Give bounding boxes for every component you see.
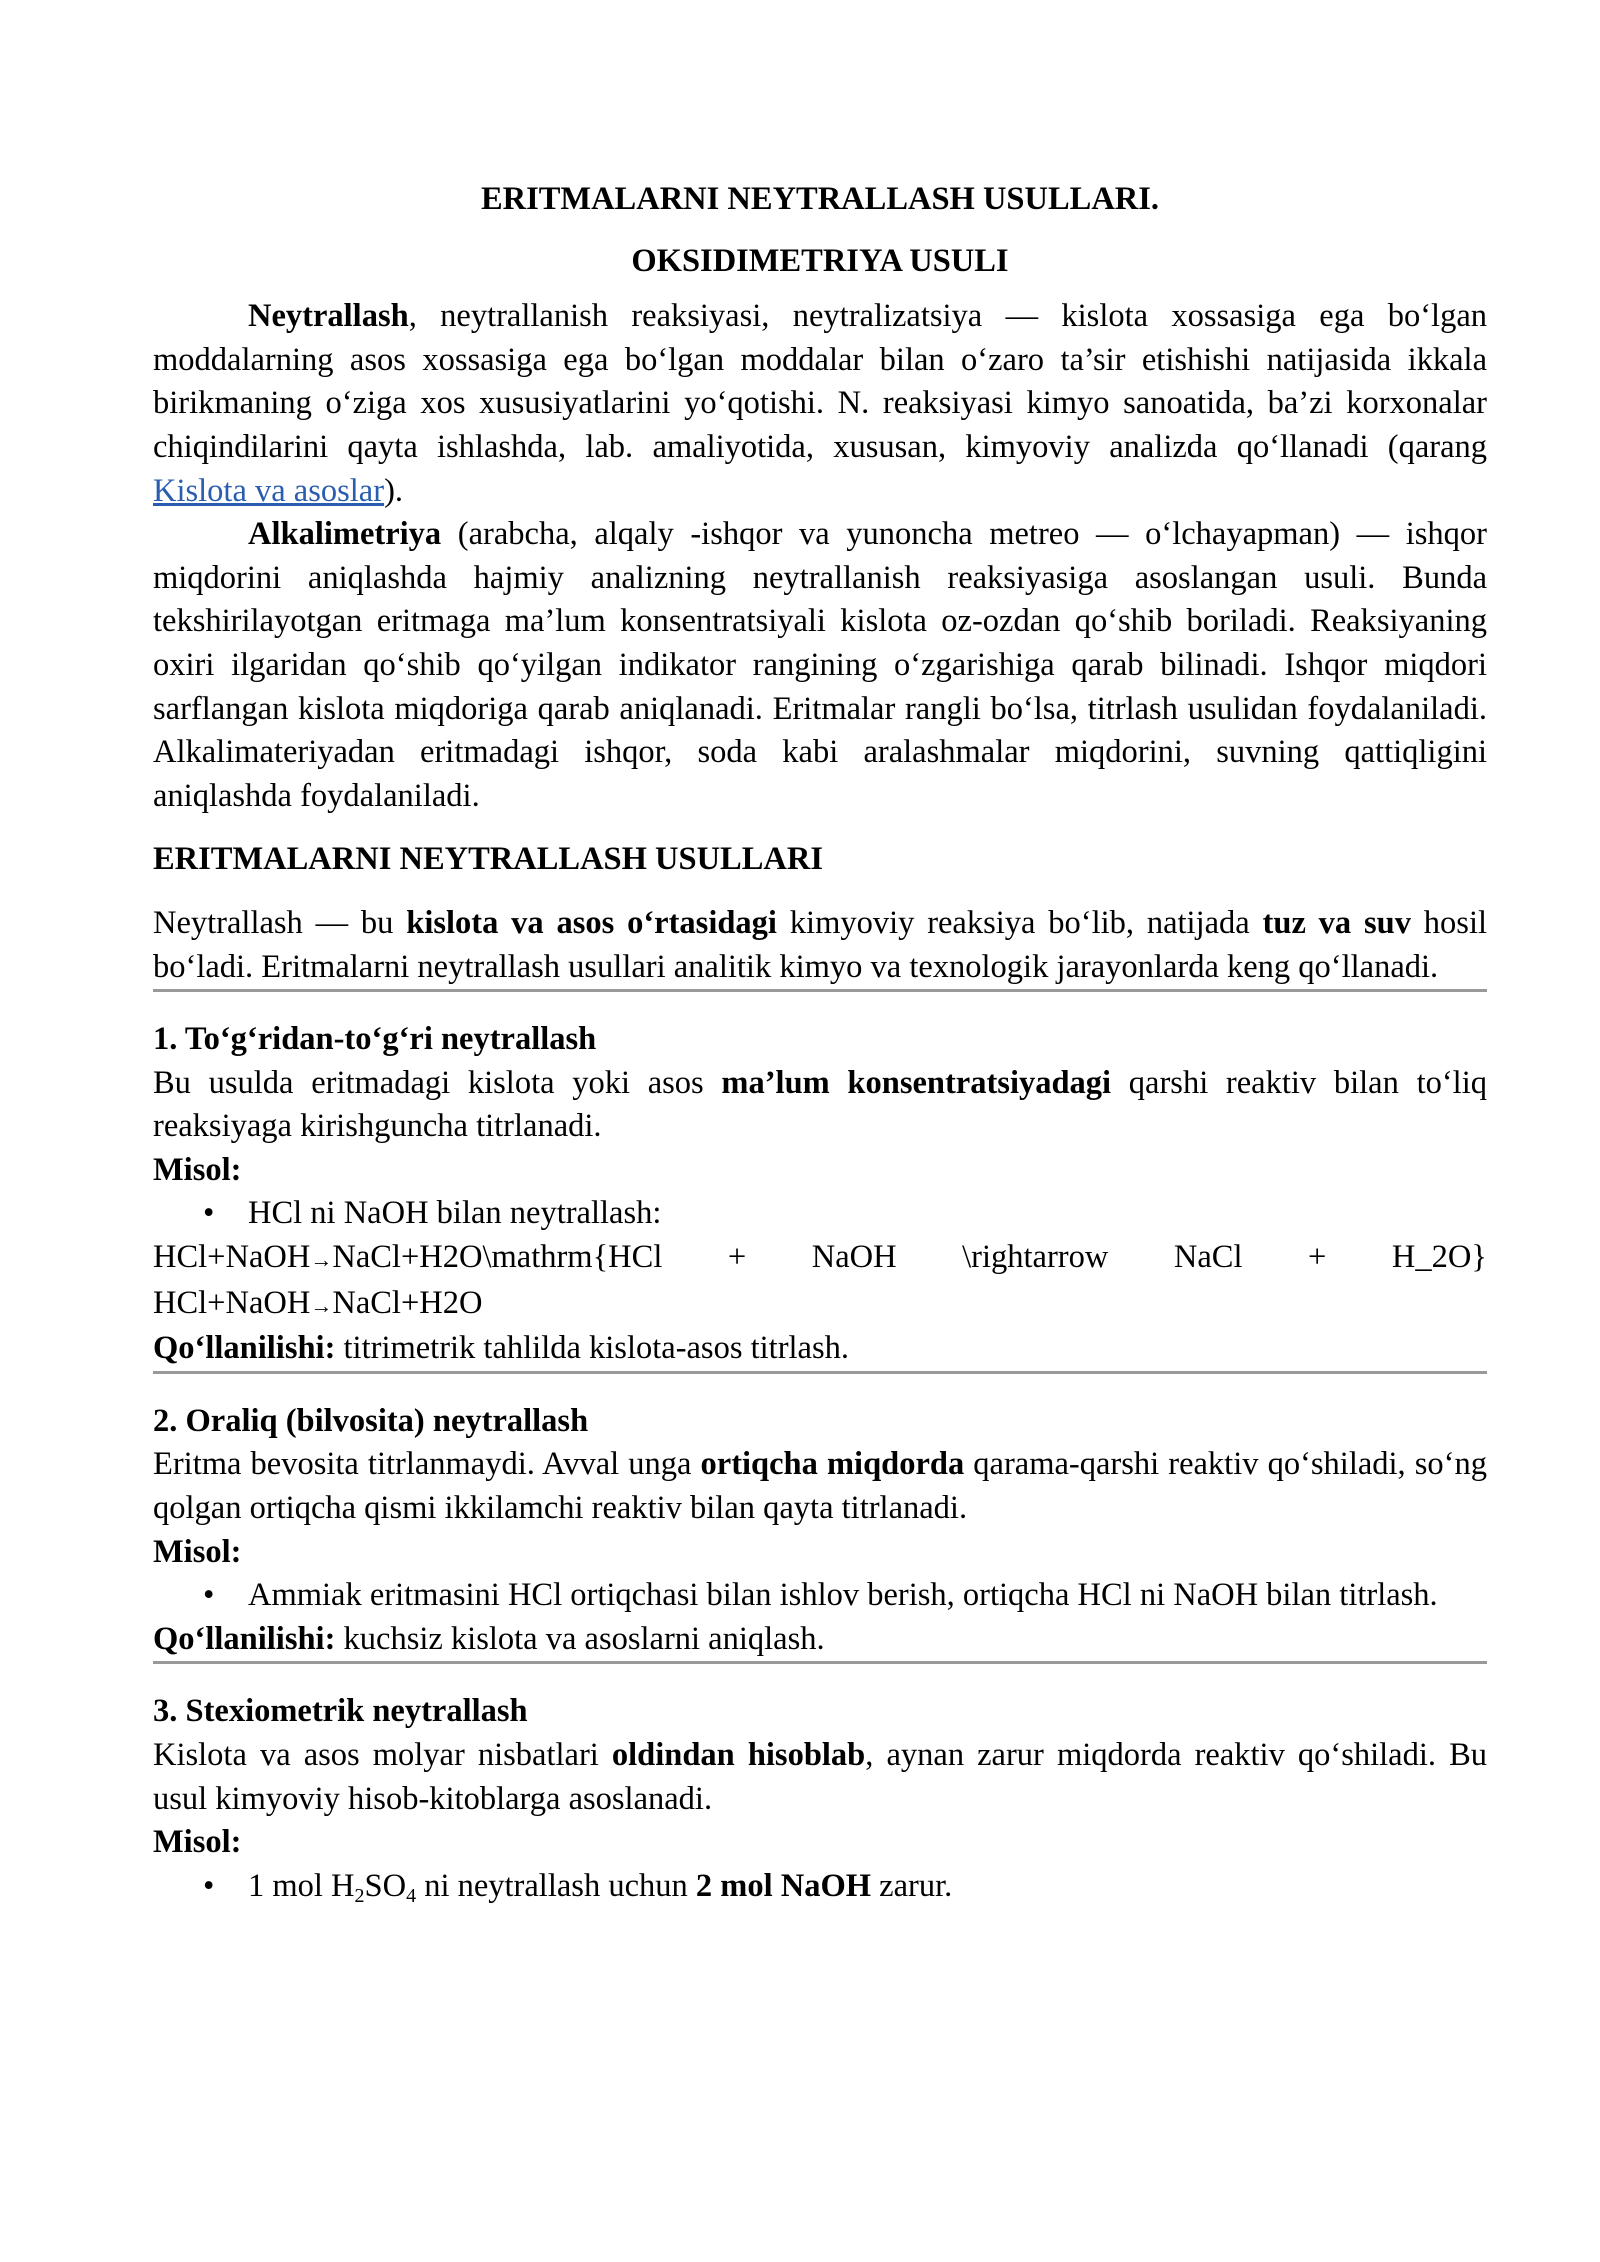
usage-label: Qo‘llanilishi: (153, 1330, 336, 1367)
section1-text: Bu usulda eritmadagi kislota yoki asos (153, 1064, 722, 1101)
section2-example-label: Misol: (153, 1533, 242, 1570)
list-item: • Ammiak eritmasini HCl ortiqchasi bilan ishlov berish, ortiqcha HCl ni NaOH bilan titrlash. (153, 1574, 1512, 1618)
intro-text: hosil bo‘ladi. Eritmalarni neytrallash usullari analitik kimyo va texnologik jarayonlarda keng qo‘llanadi. (153, 904, 1488, 985)
section2-usage (153, 1618, 1487, 1662)
formula-part: H_2O} (1391, 1239, 1487, 1276)
divider (153, 989, 1487, 992)
intro-bold: kislota va asos o‘rtasidagi (406, 904, 777, 941)
formula-left: HCl+NaOH (153, 1239, 311, 1276)
formula-left: HCl+NaOH (153, 1284, 311, 1321)
section3-text: Kislota va asos molyar nisbatlari (153, 1737, 612, 1773)
section1-text: qarshi reaktiv bilan to‘liq reaksiyaga kirishguncha titrlanadi. (153, 1064, 1487, 1145)
paragraph-neytrallash (153, 295, 1487, 513)
section1-example-list (153, 1192, 1487, 1236)
section-heading: ERITMALARNI NEYTRALLASH USULLARI (153, 841, 823, 878)
paragraph-text: , neytrallanish reaksiyasi, neytralizatsiya — kislota xossasiga ega bo‘lgan moddalarning asos xossasiga ega bo‘lgan moddalar bilan o‘zaro ta’sir etishishi natijasida ikkala birikmaning o‘ziga xos xususiyatlarini yo‘qotishi. N. reaksiyasi kimyo sanoatida, ba’zi korxonalar chiqindilarini qayta ishlashda, lab. amaliyotida, xususan, kimyoviy analizda qo‘llanadi (qarang (153, 298, 1487, 465)
usage-label: Qo‘llanilishi: (153, 1620, 336, 1657)
bullet-text: ni neytrallash uchun (416, 1867, 696, 1904)
section1-usage (153, 1327, 1487, 1371)
formula-part: NaOH (811, 1239, 897, 1276)
formula-part: + (727, 1239, 747, 1276)
usage-text: titrimetrik tahlilda kislota-asos titrlash. (335, 1330, 849, 1367)
section3-description (153, 1734, 1487, 1821)
formula-equation (153, 1236, 662, 1282)
subscript: 4 (406, 1884, 417, 1907)
divider (153, 1661, 1487, 1664)
section3-heading: 3. Stexiometrik neytrallash (153, 1693, 528, 1730)
section2-bold: ortiqcha miqdorda (700, 1446, 965, 1483)
bullet-text: zarur. (871, 1867, 953, 1904)
section2-description (153, 1443, 1487, 1530)
bullet-bold: 2 mol NaOH (695, 1867, 872, 1904)
formula-right: NaCl+H2O\mathrm{HCl (332, 1239, 663, 1276)
section2-text: Eritma bevosita titrlanmaydi. Avval unga (153, 1446, 701, 1483)
intro-bold: tuz va suv (1262, 904, 1411, 941)
paragraph-end: ). (384, 472, 404, 509)
usage-text: kuchsiz kislota va asoslarni aniqlash. (335, 1620, 825, 1657)
formula-right: NaCl+H2O (332, 1284, 483, 1321)
link-kislota-va-asoslar[interactable]: Kislota va asoslar (153, 472, 385, 509)
term-alkalimetriya: Alkalimetriya (248, 516, 442, 553)
section1-bold: ma’lum konsentratsiyadagi (721, 1064, 1112, 1101)
list-item (153, 1865, 1487, 1909)
section2-text: qarama-qarshi reaktiv qo‘shiladi, so‘ng qolgan ortiqcha qismi ikkilamchi reaktiv bilan qayta titrlanadi. (153, 1446, 1487, 1527)
arrow-icon: → (310, 1247, 333, 1273)
subscript: 2 (354, 1884, 365, 1907)
list-item: • HCl ni NaOH bilan neytrallash: (153, 1192, 1487, 1236)
formula-part: + (1308, 1239, 1327, 1276)
document-page (153, 178, 1487, 1908)
intro-text: Neytrallash — bu (153, 904, 407, 941)
intro-text: kimyoviy reaksiya bo‘lib, natijada (776, 904, 1263, 941)
formula-part: \rightarrow (962, 1239, 1109, 1276)
section2-heading: 2. Oraliq (bilvosita) neytrallash (153, 1402, 589, 1439)
section3-bold: oldindan hisoblab (611, 1737, 866, 1773)
section3-example-list (153, 1865, 1487, 1909)
section3-text: , aynan zarur miqdorda reaktiv qo‘shiladi. Bu usul kimyoviy hisob-kitoblarga asoslanadi. (153, 1737, 1487, 1817)
formula-line-2 (153, 1282, 1487, 1328)
intro-paragraph (153, 902, 1487, 989)
section2-example-list (153, 1574, 1512, 1618)
section3-example-label: Misol: (153, 1824, 242, 1861)
arrow-icon: → (310, 1292, 333, 1318)
formula-text: SO (364, 1867, 407, 1904)
section1-example-label: Misol: (153, 1151, 242, 1188)
document-subtitle: OKSIDIMETRIYA USULI (631, 242, 1009, 279)
section1-description (153, 1062, 1487, 1149)
formula-part: NaCl (1173, 1239, 1243, 1276)
paragraph-alkalimetriya (153, 513, 1487, 818)
document-title: ERITMALARNI NEYTRALLASH USULLARI. (480, 181, 1160, 217)
formula-line-1 (153, 1236, 1487, 1282)
paragraph-text: (arabcha, alqaly -ishqor va yunoncha metreo — o‘lchayapman) — ishqor miqdorini aniqlashda hajmiy analizning neytrallanish reaksiyasiga asoslangan usuli. Bunda tekshirilayotgan eritmaga ma’lum konsentratsiyali kislota oz-ozdan qo‘shib boriladi. Reaksiyaning oxiri ilgaridan qo‘shib qo‘yilgan indikator rangining o‘zgarishiga qarab bilinadi. Ishqor miqdori sarflangan kislota miqdoriga qarab aniqlanadi. Eritmalar rangli bo‘lsa, titrlash usulidan foydalaniladi. Alkalimateriyadan eritmadagi ishqor, soda kabi aralashmalar miqdorini, suvning qattiqligini aniqlashda foydalaniladi. (153, 516, 1487, 814)
term-neytrallash: Neytrallash (248, 298, 409, 335)
formula-text: 1 mol H (248, 1867, 355, 1904)
section1-heading: 1. To‘g‘ridan-to‘g‘ri neytrallash (153, 1021, 597, 1058)
divider (153, 1371, 1487, 1374)
